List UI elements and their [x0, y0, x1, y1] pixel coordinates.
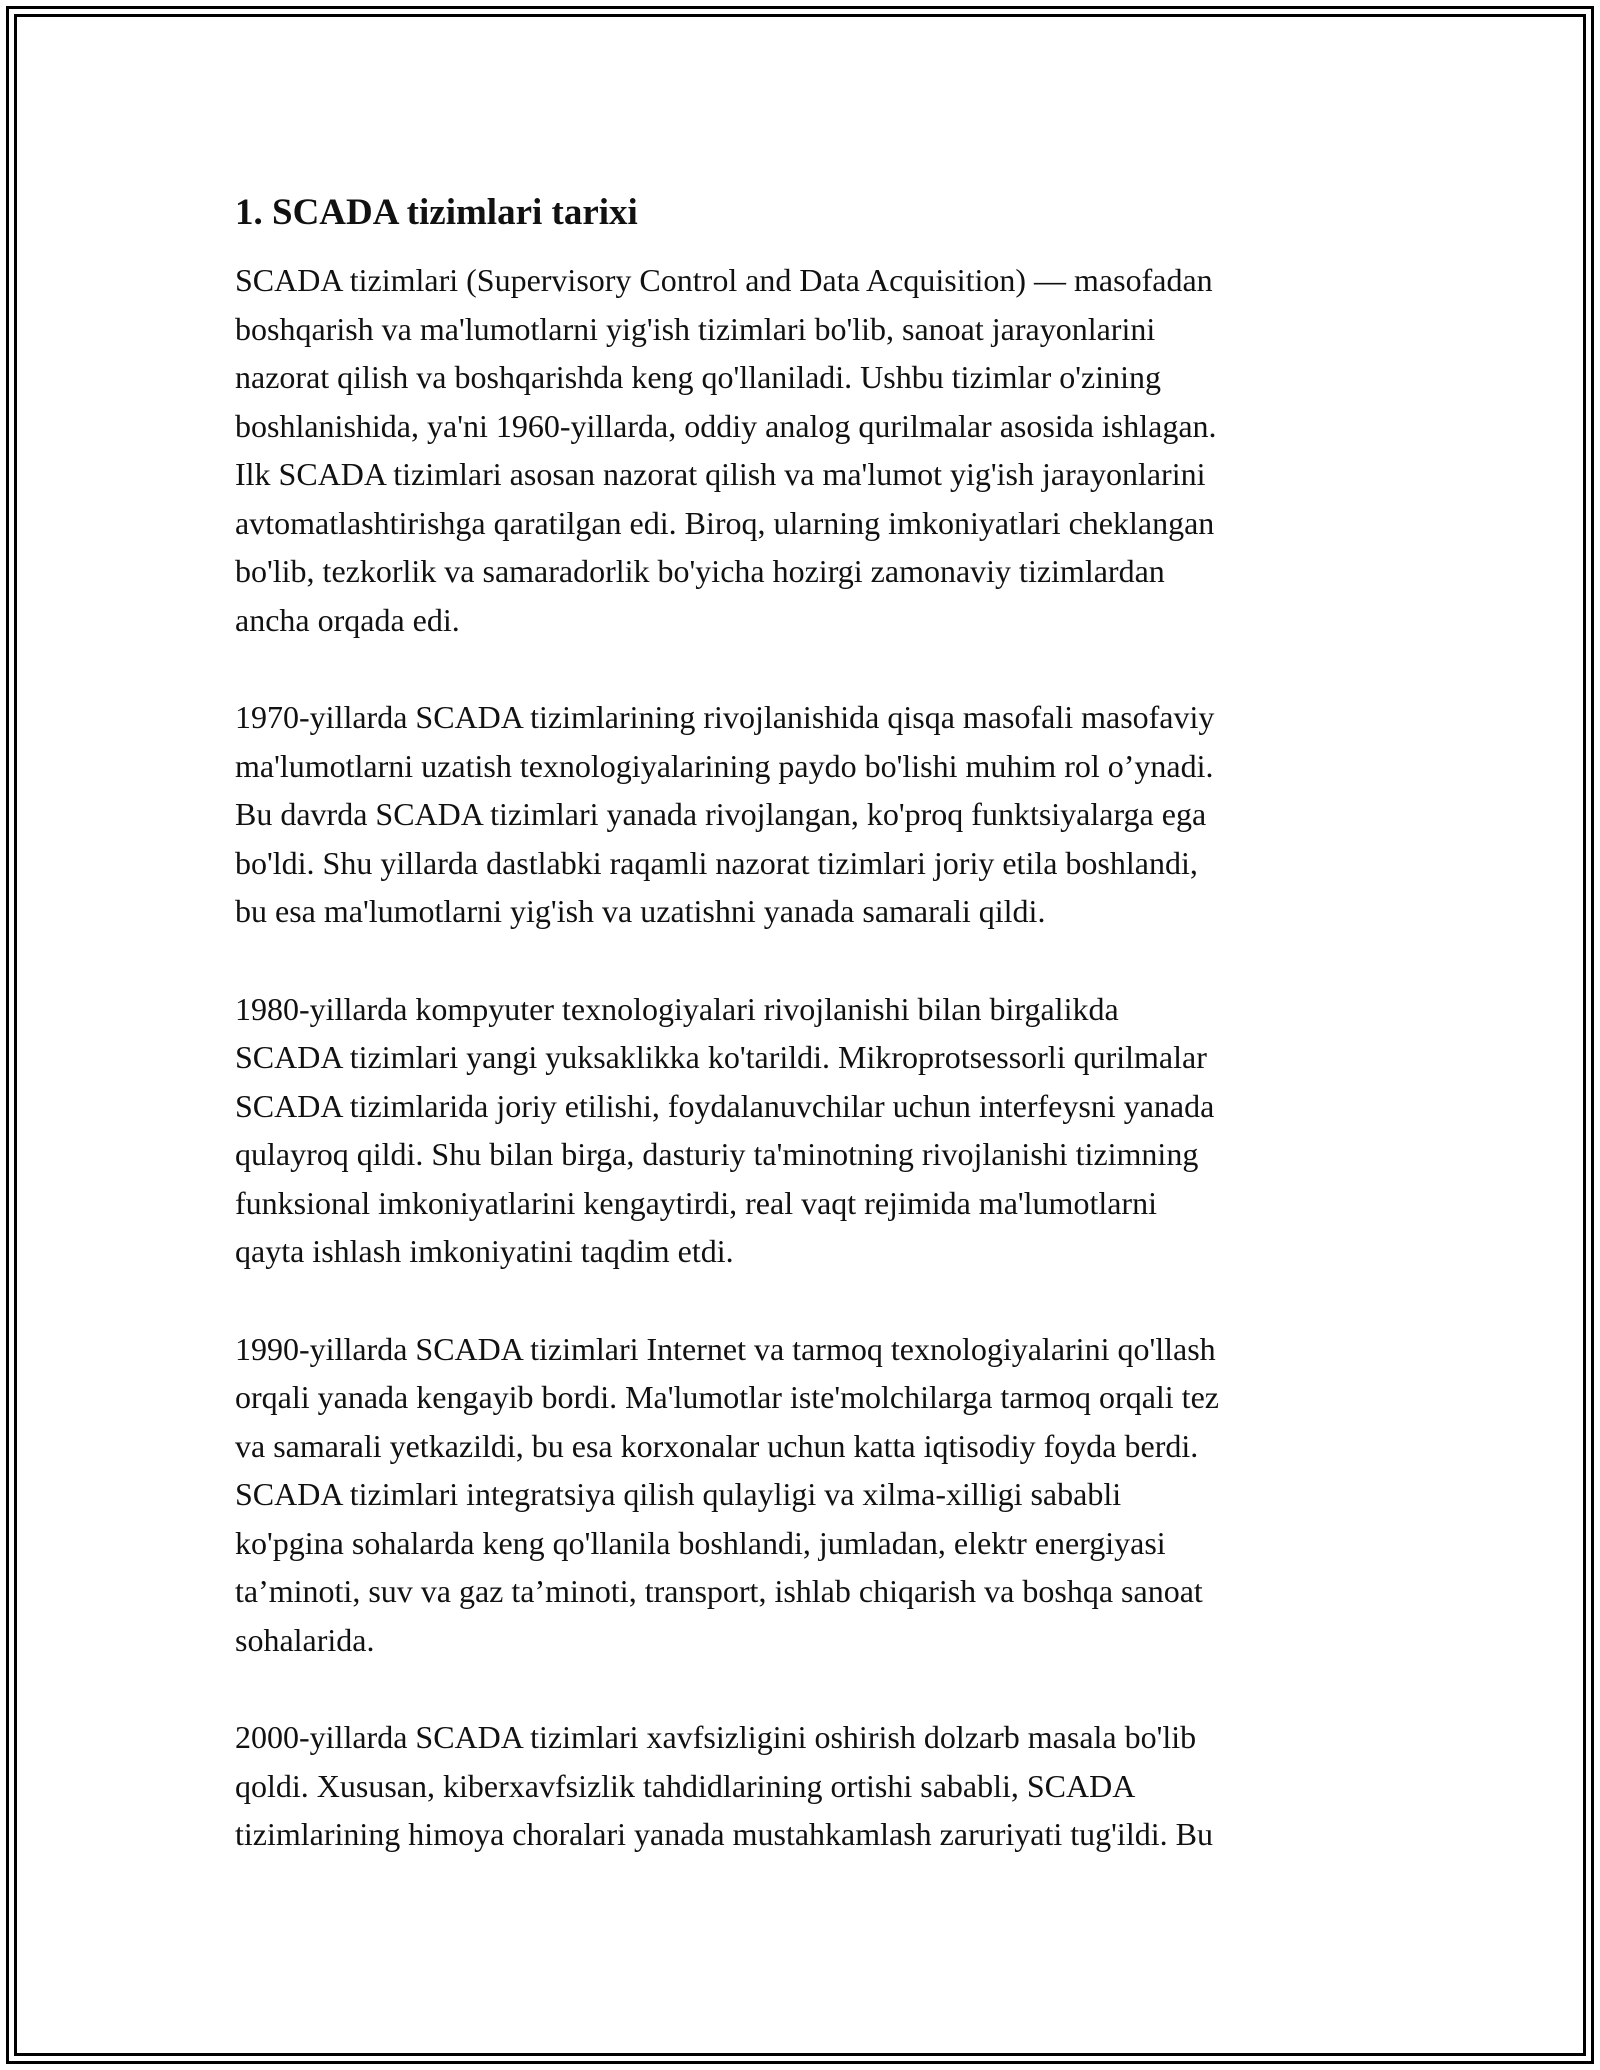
- text-line: 2000-yillarda SCADA tizimlari xavfsizligini oshirish dolzarb masala bo'lib: [235, 1719, 1197, 1755]
- text-line: boshqarish va ma'lumotlarni yig'ish tizimlari bo'lib, sanoat jarayonlarini: [235, 310, 1156, 347]
- text-line: 1990-yillarda SCADA tizimlari Internet va tarmoq texnologiyalarini qo'llash: [235, 1330, 1216, 1367]
- text-line: 1980-yillarda kompyuter texnologiyalari rivojlanishi bilan birgalikda: [235, 990, 1119, 1027]
- text-line: boshlanishida, ya'ni 1960-yillarda, oddiy analog qurilmalar asosida ishlagan.: [235, 407, 1217, 444]
- text-line: ko'pgina sohalarda keng qo'llanila boshlandi, jumladan, elektr energiyasi: [235, 1524, 1166, 1561]
- text-line: SCADA tizimlari yangi yuksaklikka ko'tarildi. Mikroprotsessorli qurilmalar: [235, 1039, 1207, 1075]
- text-line: bu esa ma'lumotlarni yig'ish va uzatishni yanada samarali qildi.: [235, 893, 1046, 929]
- text-line: qoldi. Xususan, kiberxavfsizlik tahdidlarining ortishi sababli, SCADA: [235, 1767, 1136, 1804]
- text-line: nazorat qilish va boshqarishda keng qo'llaniladi. Ushbu tizimlar o'zining: [235, 359, 1161, 395]
- text-line: ma'lumotlarni uzatish texnologiyalarining paydo bo'lishi muhim rol o’ynadi.: [235, 747, 1214, 784]
- text-line: SCADA tizimlari (Supervisory Control and Data Acquisition) — masofadan: [235, 262, 1213, 298]
- paragraph-2000s: [235, 1713, 1375, 1859]
- paragraph-1970s: [235, 693, 1375, 936]
- paragraph-1980s: [235, 985, 1375, 1276]
- text-line: va samarali yetkazildi, bu esa korxonalar uchun katta iqtisodiy foyda berdi.: [235, 1427, 1199, 1464]
- text-line: Ilk SCADA tizimlari asosan nazorat qilish va ma'lumot yig'ish jarayonlarini: [235, 456, 1206, 492]
- document-body: [235, 188, 1375, 1908]
- text-line: bo'lib, tezkorlik va samaradorlik bo'yicha hozirgi zamonaviy tizimlardan: [235, 553, 1165, 589]
- text-line: orqali yanada kengayib bordi. Ma'lumotlar iste'molchilarga tarmoq orqali tez: [235, 1379, 1219, 1415]
- text-line: qayta ishlash imkoniyatini taqdim etdi.: [235, 1233, 734, 1269]
- text-line: sohalarida.: [235, 1621, 375, 1658]
- text-line: tizimlarining himoya choralari yanada mustahkamlash zaruriyati tug'ildi. Bu: [235, 1816, 1213, 1852]
- text-line: ancha orqada edi.: [235, 601, 460, 638]
- paragraph-intro: [235, 256, 1375, 644]
- text-line: qulayroq qildi. Shu bilan birga, dasturiy ta'minotning rivojlanishi tizimning: [235, 1136, 1199, 1172]
- text-line: avtomatlashtirishga qaratilgan edi. Biroq, ularning imkoniyatlari cheklangan: [235, 504, 1215, 541]
- text-line: SCADA tizimlarida joriy etilishi, foydalanuvchilar uchun interfeysni yanada: [235, 1087, 1215, 1124]
- text-line: Bu davrda SCADA tizimlari yanada rivojlangan, ko'proq funktsiyalarga ega: [235, 796, 1207, 832]
- text-line: bo'ldi. Shu yillarda dastlabki raqamli nazorat tizimlari joriy etila boshlandi,: [235, 844, 1198, 881]
- text-line: ta’minoti, suv va gaz ta’minoti, transport, ishlab chiqarish va boshqa sanoat: [235, 1573, 1203, 1609]
- paragraph-1990s: [235, 1325, 1375, 1665]
- section-heading: 1. SCADA tizimlari tarixi: [235, 192, 638, 233]
- text-line: SCADA tizimlari integratsiya qilish qulayligi va xilma-xilligi sababli: [235, 1476, 1122, 1512]
- text-line: funksional imkoniyatlarini kengaytirdi, real vaqt rejimida ma'lumotlarni: [235, 1184, 1157, 1221]
- text-line: 1970-yillarda SCADA tizimlarining rivojlanishida qisqa masofali masofaviy: [235, 699, 1215, 735]
